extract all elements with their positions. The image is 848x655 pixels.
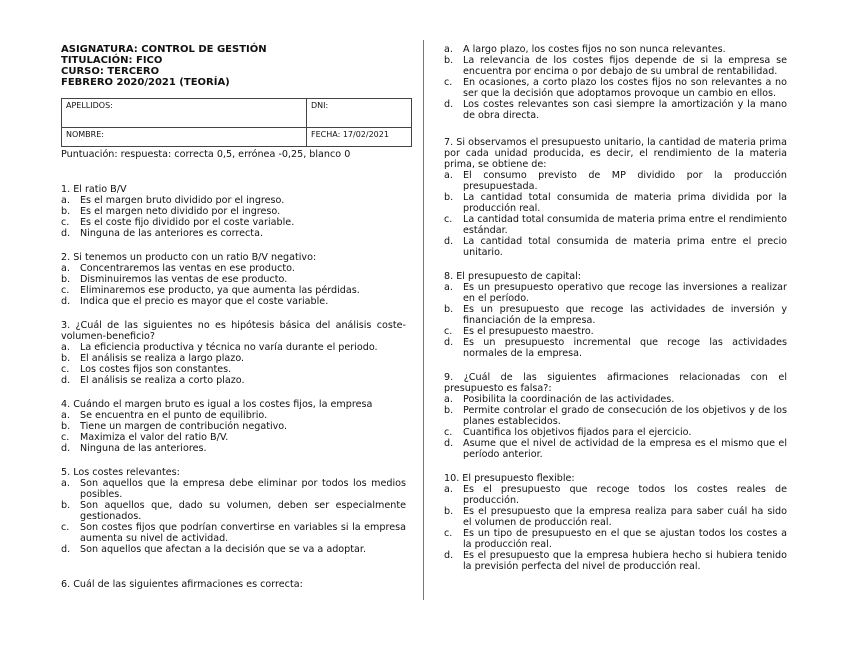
left-column xyxy=(61,44,406,590)
option-c[interactable]: c. Es el coste fijo dividido por el coste variable. xyxy=(61,217,295,228)
option-a[interactable]: a. El consumo previsto de MP dividido por la producción presupuestada. xyxy=(444,170,787,192)
name-field[interactable]: NOMBRE: xyxy=(62,128,307,147)
option-b[interactable]: b. El análisis se realiza a largo plazo. xyxy=(61,353,245,364)
option-c[interactable]: c. Eliminaremos ese producto, ya que aumenta las pérdidas. xyxy=(61,285,360,296)
surname-field[interactable]: APELLIDOS: xyxy=(62,99,307,128)
question-title: 5. Los costes relevantes: xyxy=(61,467,180,478)
question-title: 3. ¿Cuál de las siguientes no es hipótesis básica del análisis coste-volumen-beneficio? xyxy=(61,320,406,342)
option-b[interactable]: b. Es el margen neto dividido por el ingreso. xyxy=(61,206,281,217)
option-c[interactable]: c. Son costes fijos que podrían convertirse en variables si la empresa aumenta su nivel de actividad. xyxy=(61,522,406,544)
question-6-options xyxy=(444,44,787,121)
question-title: 8. El presupuesto de capital: xyxy=(444,271,582,282)
question-1 xyxy=(61,184,406,239)
option-c[interactable]: c. Maximiza el valor del ratio B/V. xyxy=(61,432,229,443)
degree-heading: TITULACIÓN: FICO xyxy=(61,55,163,66)
option-c[interactable]: c. La cantidad total consumida de materia prima entre el rendimiento estándar. xyxy=(444,214,787,236)
subject-heading: ASIGNATURA: CONTROL DE GESTIÓN xyxy=(61,44,267,55)
option-b[interactable]: b. Es un presupuesto que recoge las actividades de inversión y financiación de la empresa. xyxy=(444,304,787,326)
option-d[interactable]: d. Ninguna de las anteriores es correcta. xyxy=(61,228,263,239)
option-a[interactable]: a. La eficiencia productiva y técnica no varía durante el periodo. xyxy=(61,342,378,353)
question-title: 7. Si observamos el presupuesto unitario, la cantidad de materia prima por cada unidad producida, es decir, el rendimiento de la materia prima, se obtiene de: xyxy=(444,137,787,170)
option-a[interactable]: a. Concentraremos las ventas en ese producto. xyxy=(61,263,295,274)
option-b[interactable]: b. Permite controlar el grado de consecución de los objetivos y de los planes establecidos. xyxy=(444,405,787,427)
student-info-table xyxy=(61,98,412,147)
option-d[interactable]: d. La cantidad total consumida de materia prima entre el precio unitario. xyxy=(444,236,787,258)
option-b[interactable]: b. La cantidad total consumida de materia prima dividida por la producción real. xyxy=(444,192,787,214)
date-field: FECHA: 17/02/2021 xyxy=(307,128,412,147)
option-d[interactable]: d. Son aquellos que afectan a la decisión que se va a adoptar. xyxy=(61,544,367,555)
option-a[interactable]: a. Posibilita la coordinación de las actividades. xyxy=(444,394,675,405)
question-title: 4. Cuándo el margen bruto es igual a los costes fijos, la empresa xyxy=(61,399,373,410)
question-title: 1. El ratio B/V xyxy=(61,184,127,195)
option-b[interactable]: b. La relevancia de los costes fijos depende de si la empresa se encuentra por encima o por debajo de su umbral de rentabilidad. xyxy=(444,55,787,77)
scoring-note: Puntuación: respuesta: correcta 0,5, errónea -0,25, blanco 0 xyxy=(61,149,351,160)
question-title: 6. Cuál de las siguientes afirmaciones es correcta: xyxy=(61,579,303,590)
question-4 xyxy=(61,399,406,454)
option-a[interactable]: a. Es el presupuesto que recoge todos los costes reales de producción. xyxy=(444,484,787,506)
option-d[interactable]: d. Asume que el nivel de actividad de la empresa es el mismo que el período anterior. xyxy=(444,438,787,460)
option-a[interactable]: a. Son aquellos que la empresa debe eliminar por todos los medios posibles. xyxy=(61,478,406,500)
option-d[interactable]: d. Es un presupuesto incremental que recoge las actividades normales de la empresa. xyxy=(444,337,787,359)
option-b[interactable]: b. Es el presupuesto que la empresa realiza para saber cuál ha sido el volumen de producción real. xyxy=(444,506,787,528)
question-5 xyxy=(61,467,406,555)
option-c[interactable]: c. Cuantifica los objetivos fijados para el ejercicio. xyxy=(444,427,692,438)
option-c[interactable]: c. En ocasiones, a corto plazo los costes fijos no son relevantes a no ser que la decisión que adoptamos provoque un cambio en ellos. xyxy=(444,77,787,99)
option-d[interactable]: d. Los costes relevantes son casi siempre la amortización y la mano de obra directa. xyxy=(444,99,787,121)
question-8 xyxy=(444,271,787,359)
option-c[interactable]: c. Es el presupuesto maestro. xyxy=(444,326,594,337)
question-2 xyxy=(61,252,406,307)
option-b[interactable]: b. Disminuiremos las ventas de ese producto. xyxy=(61,274,288,285)
right-column xyxy=(444,44,787,572)
option-d[interactable]: d. Indica que el precio es mayor que el coste variable. xyxy=(61,296,329,307)
option-a[interactable]: a. A largo plazo, los costes fijos no son nunca relevantes. xyxy=(444,44,726,55)
question-title: 9. ¿Cuál de las siguientes afirmaciones relacionadas con el presupuesto es falsa?: xyxy=(444,372,787,394)
question-title: 2. Si tenemos un producto con un ratio B/V negativo: xyxy=(61,252,317,263)
exam-heading: FEBRERO 2020/2021 (TEORÍA) xyxy=(61,77,230,88)
option-d[interactable]: d. Es el presupuesto que la empresa hubiera hecho si hubiera tenido la previsión perfecta del nivel de producción real. xyxy=(444,550,787,572)
question-3 xyxy=(61,320,406,386)
option-d[interactable]: d. Ninguna de las anteriores. xyxy=(61,443,207,454)
option-b[interactable]: b. Son aquellos que, dado su volumen, deben ser especialmente gestionados. xyxy=(61,500,406,522)
question-6-title xyxy=(61,579,406,590)
course-heading: CURSO: TERCERO xyxy=(61,66,160,77)
option-d[interactable]: d. El análisis se realiza a corto plazo. xyxy=(61,375,245,386)
option-c[interactable]: c. Los costes fijos son constantes. xyxy=(61,364,232,375)
question-title: 10. El presupuesto flexible: xyxy=(444,473,575,484)
question-9 xyxy=(444,372,787,460)
question-7 xyxy=(444,137,787,258)
dni-field[interactable]: DNI: xyxy=(307,99,412,128)
option-a[interactable]: a. Se encuentra en el punto de equilibrio. xyxy=(61,410,268,421)
option-a[interactable]: a. Es un presupuesto operativo que recoge las inversiones a realizar en el período. xyxy=(444,282,787,304)
question-10 xyxy=(444,473,787,572)
option-b[interactable]: b. Tiene un margen de contribución negativo. xyxy=(61,421,288,432)
column-divider xyxy=(423,40,424,600)
option-c[interactable]: c. Es un tipo de presupuesto en el que se ajustan todos los costes a la producción real. xyxy=(444,528,787,550)
option-a[interactable]: a. Es el margen bruto dividido por el ingreso. xyxy=(61,195,285,206)
